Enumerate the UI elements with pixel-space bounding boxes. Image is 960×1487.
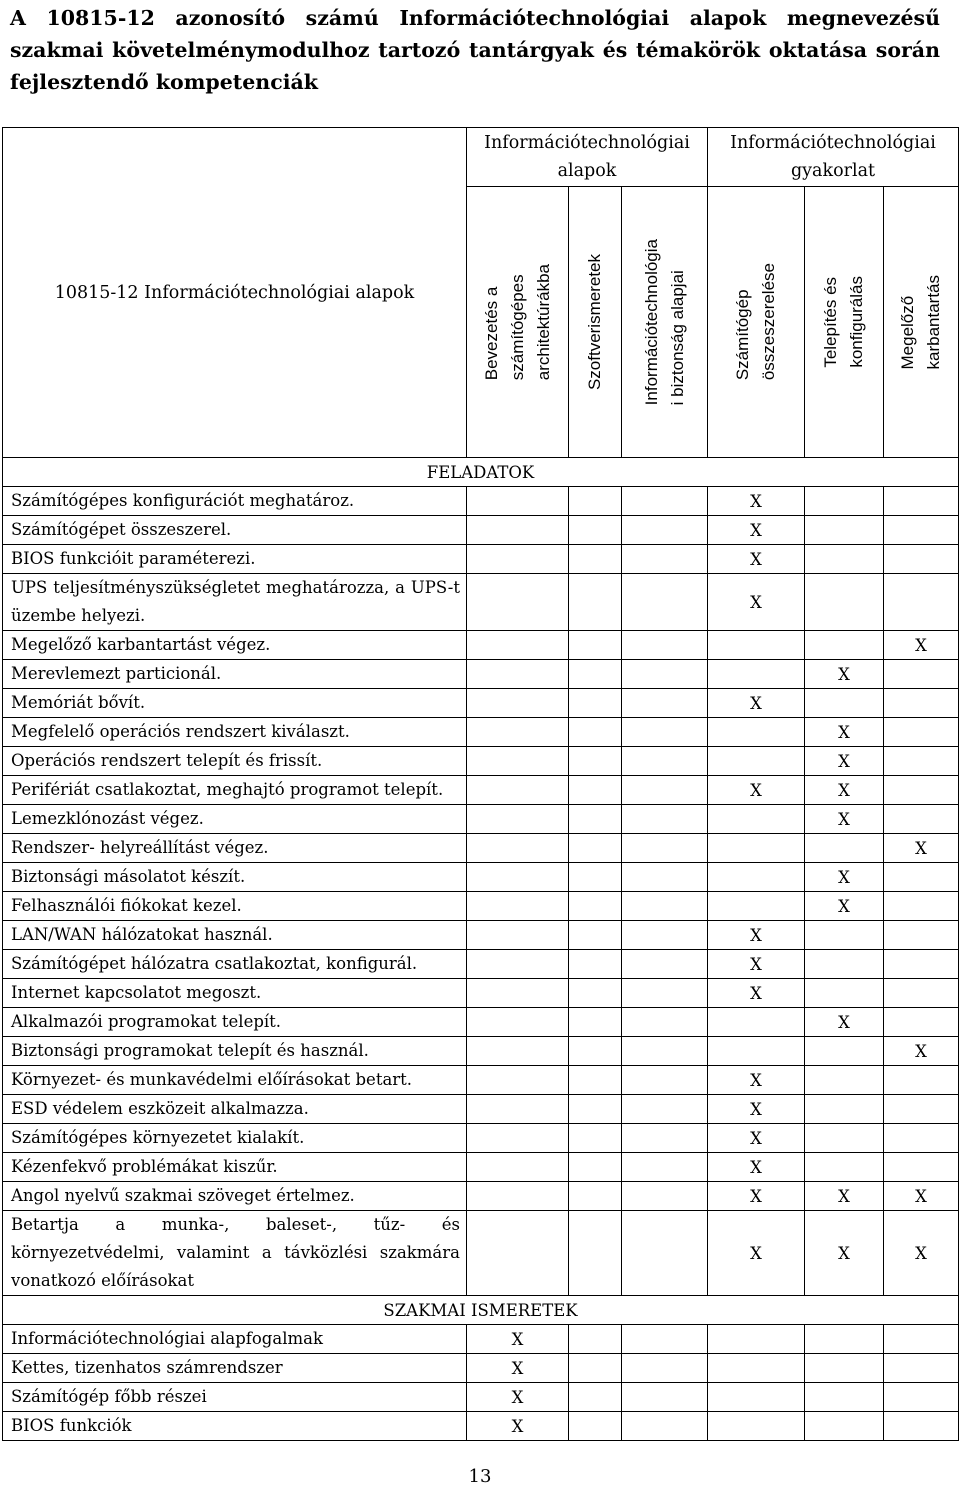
mark-cell xyxy=(622,1008,708,1037)
mark-cell xyxy=(708,1354,805,1383)
mark-cell xyxy=(884,1412,959,1441)
mark-cell xyxy=(884,1095,959,1124)
mark-cell xyxy=(467,892,569,921)
mark-cell xyxy=(884,776,959,805)
task-row xyxy=(3,1124,959,1153)
mark-cell xyxy=(622,1124,708,1153)
mark-cell xyxy=(884,1383,959,1412)
mark-cell xyxy=(467,1153,569,1182)
mark-cell xyxy=(622,979,708,1008)
mark-cell xyxy=(622,1037,708,1066)
mark-cell xyxy=(805,1153,884,1182)
mark-cell xyxy=(708,1037,805,1066)
mark-cell xyxy=(708,718,805,747)
section-feladatok-row xyxy=(3,458,959,487)
mark-cell xyxy=(622,487,708,516)
mark-cell xyxy=(467,1037,569,1066)
mark-cell xyxy=(622,747,708,776)
mark-cell xyxy=(884,1066,959,1095)
mark-cell xyxy=(622,574,708,631)
mark-cell xyxy=(708,660,805,689)
mark-cell: X xyxy=(805,718,884,747)
task-row-label: Kézenfekvő problémákat kiszűr. xyxy=(3,1153,467,1182)
mark-cell: X xyxy=(708,1095,805,1124)
task-row-label: Biztonsági másolatot készít. xyxy=(3,863,467,892)
column-header-biztonsag: Információtechnológia i biztonság alapjai xyxy=(622,187,708,458)
mark-cell xyxy=(708,863,805,892)
task-row xyxy=(3,660,959,689)
mark-cell xyxy=(467,660,569,689)
page-heading: A 10815-12 azonosító számú Információtechnológiai alapok megnevezésű szakmai követelménymodulhoz tartozó tantárgyak és témakörök oktatása során fejlesztendő kompetenciák xyxy=(10,6,940,94)
mark-cell: X xyxy=(708,776,805,805)
task-row xyxy=(3,718,959,747)
group-header-alapok: Információtechnológiai alapok xyxy=(467,128,708,187)
mark-cell: X xyxy=(467,1325,569,1354)
mark-cell xyxy=(467,718,569,747)
mark-cell: X xyxy=(805,660,884,689)
mark-cell xyxy=(622,863,708,892)
task-row-label: Megfelelő operációs rendszert kiválaszt. xyxy=(3,718,467,747)
mark-cell xyxy=(622,892,708,921)
mark-cell xyxy=(467,1066,569,1095)
mark-cell xyxy=(884,979,959,1008)
mark-cell xyxy=(622,1182,708,1211)
mark-cell: X xyxy=(708,950,805,979)
mark-cell xyxy=(805,1037,884,1066)
mark-cell xyxy=(805,1412,884,1441)
task-row-label: BIOS funkcióit paraméterezi. xyxy=(3,545,467,574)
mark-cell xyxy=(884,921,959,950)
mark-cell xyxy=(708,747,805,776)
mark-cell xyxy=(467,805,569,834)
column-header-karbantartas: Megelőző karbantartás xyxy=(884,187,959,458)
task-row xyxy=(3,516,959,545)
mark-cell xyxy=(805,516,884,545)
task-row xyxy=(3,689,959,718)
mark-cell: X xyxy=(805,805,884,834)
mark-cell xyxy=(569,1383,622,1412)
mark-cell xyxy=(569,1037,622,1066)
task-row-label: Angol nyelvű szakmai szöveget értelmez. xyxy=(3,1182,467,1211)
mark-cell xyxy=(805,631,884,660)
mark-cell xyxy=(622,1325,708,1354)
mark-cell xyxy=(708,1412,805,1441)
mark-cell xyxy=(884,1354,959,1383)
task-row xyxy=(3,487,959,516)
task-row xyxy=(3,1008,959,1037)
mark-cell xyxy=(467,776,569,805)
task-row-label: Számítógépet hálózatra csatlakoztat, konfigurál. xyxy=(3,950,467,979)
mark-cell: X xyxy=(708,1153,805,1182)
mark-cell xyxy=(622,1066,708,1095)
mark-cell: X xyxy=(884,631,959,660)
mark-cell xyxy=(805,545,884,574)
task-row xyxy=(3,1153,959,1182)
mark-cell xyxy=(467,689,569,718)
mark-cell xyxy=(622,631,708,660)
mark-cell xyxy=(569,1182,622,1211)
mark-cell: X xyxy=(708,516,805,545)
task-row-label: Számítógépes konfigurációt meghatároz. xyxy=(3,487,467,516)
mark-cell: X xyxy=(805,776,884,805)
mark-cell xyxy=(805,574,884,631)
mark-cell xyxy=(467,863,569,892)
task-row xyxy=(3,631,959,660)
task-row xyxy=(3,1095,959,1124)
mark-cell xyxy=(569,631,622,660)
knowledge-row xyxy=(3,1383,959,1412)
task-row-label: Memóriát bővít. xyxy=(3,689,467,718)
task-row-label: Internet kapcsolatot megoszt. xyxy=(3,979,467,1008)
mark-cell xyxy=(622,1383,708,1412)
mark-cell xyxy=(884,863,959,892)
mark-cell xyxy=(569,805,622,834)
task-row-label: Perifériát csatlakoztat, meghajtó programot telepít. xyxy=(3,776,467,805)
task-row xyxy=(3,863,959,892)
mark-cell xyxy=(805,950,884,979)
mark-cell xyxy=(467,574,569,631)
mark-cell xyxy=(805,1095,884,1124)
mark-cell: X xyxy=(884,1037,959,1066)
mark-cell xyxy=(884,718,959,747)
mark-cell xyxy=(467,1182,569,1211)
mark-cell xyxy=(708,1383,805,1412)
knowledge-row-label: BIOS funkciók xyxy=(3,1412,467,1441)
knowledge-row xyxy=(3,1325,959,1354)
mark-cell xyxy=(708,1008,805,1037)
task-row xyxy=(3,805,959,834)
mark-cell xyxy=(622,545,708,574)
column-header-osszeszereles: Számítógép összeszerelése xyxy=(708,187,805,458)
mark-cell xyxy=(569,921,622,950)
mark-cell xyxy=(708,631,805,660)
mark-cell: X xyxy=(708,574,805,631)
mark-cell xyxy=(467,950,569,979)
knowledge-row xyxy=(3,1412,959,1441)
mark-cell: X xyxy=(805,1008,884,1037)
mark-cell xyxy=(569,979,622,1008)
mark-cell xyxy=(805,1124,884,1153)
section-szakmai-ismeretek-title: SZAKMAI ISMERETEK xyxy=(3,1296,959,1325)
page-number: 13 xyxy=(468,1466,492,1487)
mark-cell xyxy=(569,660,622,689)
mark-cell xyxy=(884,1008,959,1037)
task-row-label: Betartja a munka-, baleset-, tűz- és környezetvédelmi, valamint a távközlési szakmára vonatkozó előírásokat xyxy=(3,1211,467,1296)
task-row-label: ESD védelem eszközeit alkalmazza. xyxy=(3,1095,467,1124)
mark-cell xyxy=(884,574,959,631)
mark-cell xyxy=(622,718,708,747)
mark-cell xyxy=(708,834,805,863)
section-feladatok-title: FELADATOK xyxy=(3,458,959,487)
task-row-label: UPS teljesítményszükségletet meghatározza, a UPS-t üzembe helyezi. xyxy=(3,574,467,631)
mark-cell xyxy=(805,1325,884,1354)
task-row xyxy=(3,950,959,979)
mark-cell xyxy=(805,689,884,718)
task-row xyxy=(3,545,959,574)
mark-cell xyxy=(467,516,569,545)
group-header-gyakorlat: Információtechnológiai gyakorlat xyxy=(708,128,959,187)
mark-cell: X xyxy=(467,1354,569,1383)
column-header-telepites: Telepítés és konfigurálás xyxy=(805,187,884,458)
mark-cell: X xyxy=(805,863,884,892)
mark-cell xyxy=(622,1211,708,1296)
mark-cell xyxy=(569,1124,622,1153)
task-row-label: Felhasználói fiókokat kezel. xyxy=(3,892,467,921)
task-row-label: Környezet- és munkavédelmi előírásokat betart. xyxy=(3,1066,467,1095)
mark-cell: X xyxy=(805,1182,884,1211)
mark-cell xyxy=(569,1325,622,1354)
knowledge-row-label: Információtechnológiai alapfogalmak xyxy=(3,1325,467,1354)
mark-cell xyxy=(569,1153,622,1182)
mark-cell xyxy=(622,689,708,718)
mark-cell xyxy=(569,950,622,979)
column-header-szoftverismeretek: Szoftverismeretek xyxy=(569,187,622,458)
mark-cell xyxy=(884,747,959,776)
mark-cell xyxy=(622,1153,708,1182)
mark-cell: X xyxy=(708,979,805,1008)
mark-cell xyxy=(805,487,884,516)
mark-cell xyxy=(884,1325,959,1354)
mark-cell xyxy=(622,1354,708,1383)
task-row xyxy=(3,776,959,805)
mark-cell xyxy=(622,805,708,834)
mark-cell xyxy=(569,1211,622,1296)
mark-cell: X xyxy=(884,1211,959,1296)
mark-cell xyxy=(884,545,959,574)
mark-cell xyxy=(708,805,805,834)
task-row-label: Operációs rendszert telepít és frissít. xyxy=(3,747,467,776)
mark-cell xyxy=(884,1124,959,1153)
task-row xyxy=(3,747,959,776)
mark-cell xyxy=(569,834,622,863)
mark-cell xyxy=(467,979,569,1008)
mark-cell xyxy=(622,950,708,979)
mark-cell xyxy=(467,1095,569,1124)
task-row-label: Alkalmazói programokat telepít. xyxy=(3,1008,467,1037)
competency-matrix xyxy=(2,127,959,1441)
task-row-label: Megelőző karbantartást végez. xyxy=(3,631,467,660)
task-row-label: Számítógépet összeszerel. xyxy=(3,516,467,545)
task-row-label: Számítógépes környezetet kialakít. xyxy=(3,1124,467,1153)
mark-cell xyxy=(467,747,569,776)
mark-cell xyxy=(884,892,959,921)
task-row xyxy=(3,834,959,863)
mark-cell xyxy=(467,1211,569,1296)
task-row xyxy=(3,979,959,1008)
module-label: 10815-12 Információtechnológiai alapok xyxy=(3,128,467,458)
task-row xyxy=(3,1211,959,1296)
mark-cell xyxy=(467,1008,569,1037)
task-row-label: Merevlemezt particionál. xyxy=(3,660,467,689)
mark-cell xyxy=(569,1066,622,1095)
mark-cell xyxy=(884,516,959,545)
knowledge-row-label: Számítógép főbb részei xyxy=(3,1383,467,1412)
mark-cell xyxy=(569,516,622,545)
mark-cell xyxy=(569,487,622,516)
mark-cell: X xyxy=(708,689,805,718)
mark-cell xyxy=(467,921,569,950)
task-row xyxy=(3,1182,959,1211)
group-header-row xyxy=(3,128,959,187)
mark-cell xyxy=(569,718,622,747)
mark-cell: X xyxy=(708,1124,805,1153)
mark-cell: X xyxy=(805,1211,884,1296)
mark-cell xyxy=(467,834,569,863)
mark-cell: X xyxy=(467,1383,569,1412)
section-szakmai-ismeretek-row xyxy=(3,1296,959,1325)
mark-cell xyxy=(805,834,884,863)
knowledge-row xyxy=(3,1354,959,1383)
column-header-architektura: Bevezetés a számítógépes architektúrákba xyxy=(467,187,569,458)
mark-cell xyxy=(569,747,622,776)
task-row xyxy=(3,921,959,950)
task-row xyxy=(3,1066,959,1095)
mark-cell xyxy=(569,1095,622,1124)
mark-cell xyxy=(622,921,708,950)
mark-cell: X xyxy=(708,921,805,950)
mark-cell: X xyxy=(805,747,884,776)
mark-cell xyxy=(622,834,708,863)
mark-cell xyxy=(467,545,569,574)
mark-cell xyxy=(622,776,708,805)
task-row-label: Lemezklónozást végez. xyxy=(3,805,467,834)
mark-cell xyxy=(467,1124,569,1153)
mark-cell xyxy=(805,979,884,1008)
mark-cell xyxy=(622,1095,708,1124)
mark-cell xyxy=(884,660,959,689)
mark-cell: X xyxy=(805,892,884,921)
mark-cell xyxy=(622,660,708,689)
mark-cell xyxy=(569,1354,622,1383)
task-row-label: Biztonsági programokat telepít és használ. xyxy=(3,1037,467,1066)
mark-cell: X xyxy=(708,487,805,516)
mark-cell xyxy=(805,1066,884,1095)
mark-cell xyxy=(805,1383,884,1412)
task-row xyxy=(3,574,959,631)
mark-cell xyxy=(569,776,622,805)
mark-cell xyxy=(708,1325,805,1354)
mark-cell: X xyxy=(708,1066,805,1095)
mark-cell: X xyxy=(708,545,805,574)
mark-cell xyxy=(569,892,622,921)
task-row-label: LAN/WAN hálózatokat használ. xyxy=(3,921,467,950)
mark-cell xyxy=(569,545,622,574)
knowledge-row-label: Kettes, tizenhatos számrendszer xyxy=(3,1354,467,1383)
mark-cell xyxy=(805,921,884,950)
mark-cell xyxy=(884,950,959,979)
mark-cell: X xyxy=(884,1182,959,1211)
mark-cell: X xyxy=(467,1412,569,1441)
mark-cell xyxy=(884,487,959,516)
task-row-label: Rendszer- helyreállítást végez. xyxy=(3,834,467,863)
mark-cell xyxy=(622,516,708,545)
task-row xyxy=(3,892,959,921)
task-row xyxy=(3,1037,959,1066)
mark-cell xyxy=(569,689,622,718)
mark-cell xyxy=(569,1412,622,1441)
mark-cell xyxy=(708,892,805,921)
mark-cell xyxy=(467,487,569,516)
mark-cell: X xyxy=(708,1182,805,1211)
mark-cell xyxy=(467,631,569,660)
mark-cell xyxy=(884,689,959,718)
mark-cell xyxy=(622,1412,708,1441)
mark-cell: X xyxy=(884,834,959,863)
mark-cell xyxy=(569,863,622,892)
mark-cell xyxy=(569,574,622,631)
mark-cell xyxy=(569,1008,622,1037)
mark-cell xyxy=(805,1354,884,1383)
mark-cell: X xyxy=(708,1211,805,1296)
mark-cell xyxy=(884,1153,959,1182)
mark-cell xyxy=(884,805,959,834)
